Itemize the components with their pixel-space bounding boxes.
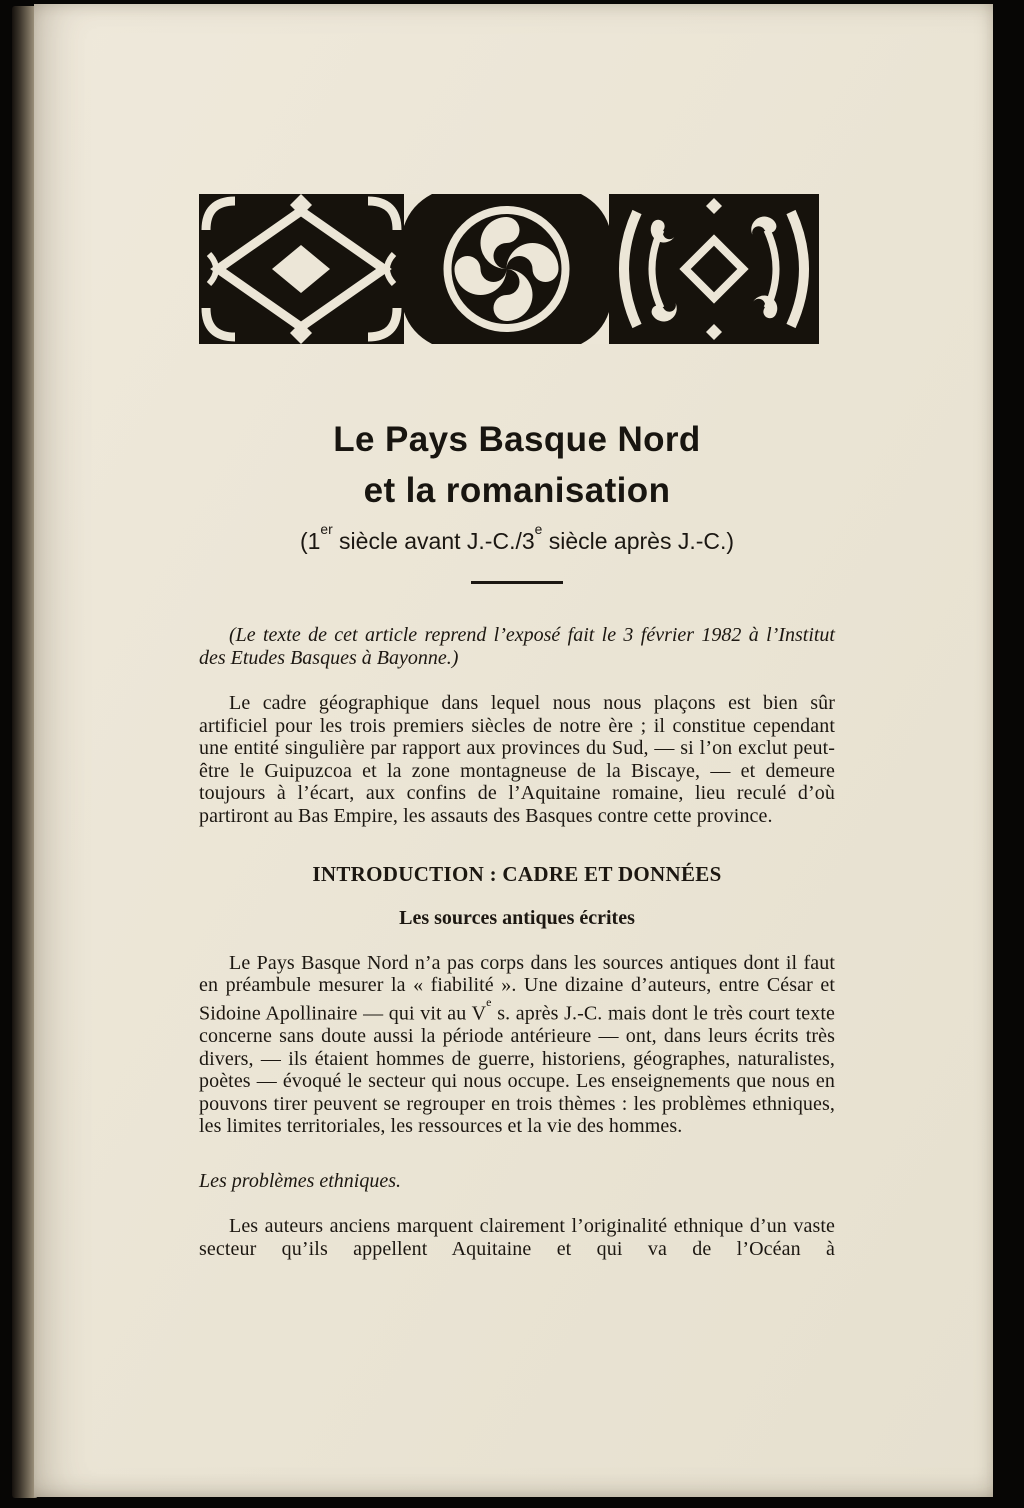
section-heading-introduction: INTRODUCTION : CADRE ET DONNÉES (312, 861, 722, 886)
subsection-heading-ethnic-problems: Les problèmes ethniques. (199, 1169, 402, 1192)
article-title (199, 414, 835, 516)
subtitle-superscript: e (534, 522, 543, 538)
paragraph-sources-segment: Le Pays Basque Nord n’a pas corps dans les sources antiques dont il faut en préambule mesurer la « fiabilité ». Une dizaine d’auteurs, entre César et Sidoine Apollinaire — qui vit au V (199, 951, 835, 1025)
page-content (199, 194, 835, 1260)
page (34, 4, 993, 1497)
title-line-1: Le Pays Basque Nord (333, 420, 701, 459)
ornament-band-svg (199, 194, 819, 344)
basque-decorative-band (199, 194, 819, 344)
paragraph-sources-superscript: e (486, 995, 492, 1010)
subtitle-segment: siècle avant J.-C./3 (332, 528, 535, 554)
paragraph-sources (199, 952, 835, 1138)
title-line-2: et la romanisation (363, 471, 671, 510)
paragraph-ethnic-originality: Les auteurs anciens marquent clairement l’originalité ethnique d’un vaste secteur qu’ils appellent Aquitaine et qui va de l’Océan à (199, 1214, 835, 1260)
paragraph-geographic-frame: Le cadre géographique dans lequel nous nous plaçons est bien sûr artificiel pour les trois premiers siècles de notre ère ; il constitue cependant une entité singulière par rapport aux provinces du Sud, — si l’on exclut peut-être le Guipuzcoa et la zone montagneuse de la Biscaye, — et demeure toujours à l’écart, aux confins de l’Aquitaine romaine, lieu reculé d’où partiront au Bas Empire, les assauts des Basques contre cette province. (199, 692, 835, 827)
article-subtitle (199, 522, 835, 555)
title-divider-rule (471, 581, 563, 584)
subsection-heading-sources: Les sources antiques écrites (399, 906, 635, 929)
subtitle-segment: (1 (299, 528, 321, 554)
subtitle-superscript: er (320, 522, 333, 538)
editorial-note: (Le texte de cet article reprend l’exposé fait le 3 février 1982 à l’Institut des Etudes Basques à Bayonne.) (199, 624, 835, 669)
subtitle-segment: siècle après J.-C.) (542, 528, 735, 554)
paragraph-sources-segment: s. après J.-C. mais dont le très court texte concerne sans doute aussi la période antérieure — ont, dans leurs écrits très divers, — ils étaient hommes de guerre, historiens, géographes, naturalistes, poètes — évoqué le secteur qui nous occupe. Les enseignements que nous en pouvons tirer peuvent se regrouper en trois thèmes : les problèmes ethniques, les limites territoriales, les ressources et la vie des hommes. (199, 1002, 835, 1138)
